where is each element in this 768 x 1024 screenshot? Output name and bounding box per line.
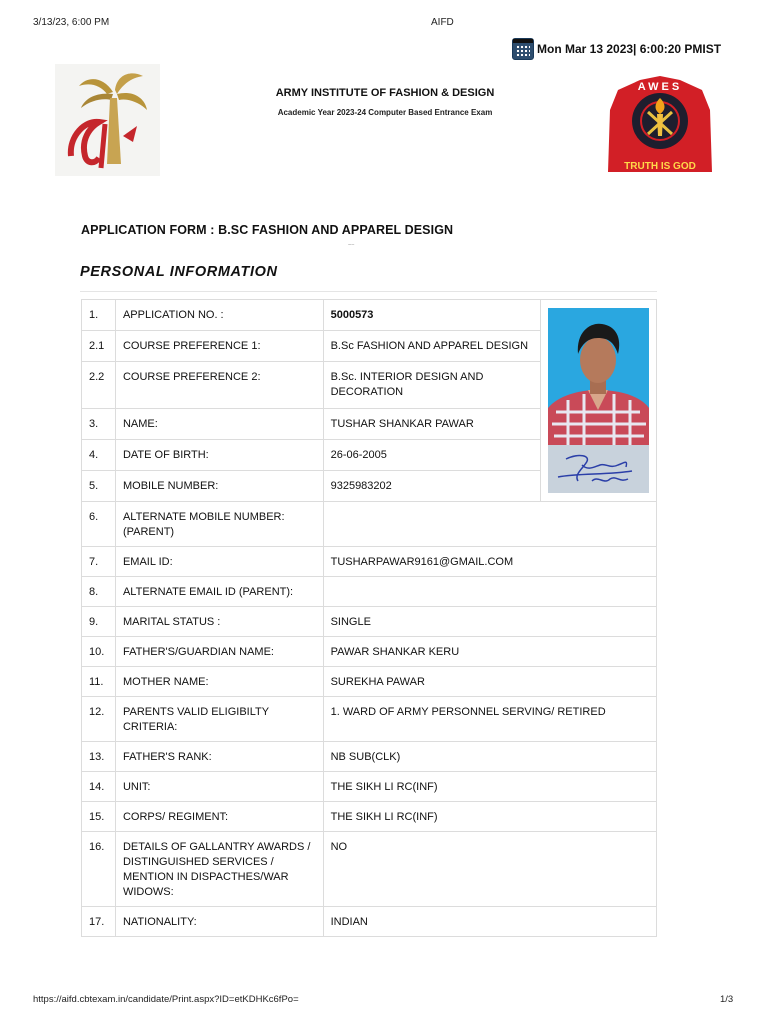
- row-value: TUSHARPAWAR9161@GMAIL.COM: [323, 547, 656, 577]
- row-number: 8.: [82, 577, 116, 607]
- emblem-top-text: AWES: [637, 81, 683, 93]
- row-number: 15.: [82, 802, 116, 832]
- row-value: THE SIKH LI RC(INF): [323, 802, 656, 832]
- row-number: 2.1: [82, 331, 116, 362]
- row-label: NATIONALITY:: [115, 907, 323, 937]
- row-value: B.Sc. INTERIOR DESIGN AND DECORATION: [323, 362, 540, 409]
- row-value: PAWAR SHANKAR KERU: [323, 637, 656, 667]
- row-value: B.Sc FASHION AND APPAREL DESIGN: [323, 331, 540, 362]
- clock-text: Mon Mar 13 2023| 6:00:20 PMIST: [537, 42, 722, 56]
- table-row: [82, 607, 657, 637]
- table-row: [82, 907, 657, 937]
- row-label: NAME:: [115, 408, 323, 439]
- row-label: MARITAL STATUS :: [115, 607, 323, 637]
- table-row: [82, 637, 657, 667]
- row-value: 9325983202: [323, 470, 540, 501]
- row-value: [323, 502, 656, 547]
- print-page-title: AIFD: [431, 17, 454, 28]
- table-row: [82, 742, 657, 772]
- table-row: [82, 300, 657, 331]
- row-value: SUREKHA PAWAR: [323, 667, 656, 697]
- row-label: ALTERNATE EMAIL ID (PARENT):: [115, 577, 323, 607]
- row-value: NO: [323, 832, 656, 907]
- row-label: MOTHER NAME:: [115, 667, 323, 697]
- row-value: NB SUB(CLK): [323, 742, 656, 772]
- row-label: DATE OF BIRTH:: [115, 439, 323, 470]
- row-number: 5.: [82, 470, 116, 501]
- row-value: TUSHAR SHANKAR PAWAR: [323, 408, 540, 439]
- row-label: COURSE PREFERENCE 1:: [115, 331, 323, 362]
- row-number: 17.: [82, 907, 116, 937]
- clock-display: [512, 38, 721, 60]
- row-number: 14.: [82, 772, 116, 802]
- emblem-motto: TRUTH IS GOD: [624, 161, 696, 172]
- print-datetime: 3/13/23, 6:00 PM: [33, 17, 110, 28]
- row-number: 12.: [82, 697, 116, 742]
- row-value: 26-06-2005: [323, 439, 540, 470]
- table-row: [82, 502, 657, 547]
- row-value: [323, 577, 656, 607]
- row-number: 2.2: [82, 362, 116, 409]
- row-label: MOBILE NUMBER:: [115, 470, 323, 501]
- row-number: 4.: [82, 439, 116, 470]
- row-number: 7.: [82, 547, 116, 577]
- row-number: 9.: [82, 607, 116, 637]
- row-number: 16.: [82, 832, 116, 907]
- table-row: [82, 667, 657, 697]
- row-number: 11.: [82, 667, 116, 697]
- row-label: ALTERNATE MOBILE NUMBER: (PARENT): [115, 502, 323, 547]
- row-number: 10.: [82, 637, 116, 667]
- aifd-logo: [55, 64, 160, 176]
- row-label: FATHER'S RANK:: [115, 742, 323, 772]
- row-value: INDIAN: [323, 907, 656, 937]
- row-label: CORPS/ REGIMENT:: [115, 802, 323, 832]
- row-label: FATHER'S/GUARDIAN NAME:: [115, 637, 323, 667]
- footer-page: 1/3: [720, 994, 734, 1005]
- row-label: EMAIL ID:: [115, 547, 323, 577]
- institute-name: ARMY INSTITUTE OF FASHION & DESIGN: [275, 87, 495, 99]
- candidate-photo: [548, 308, 649, 445]
- table-row: [82, 832, 657, 907]
- row-value: 1. WARD OF ARMY PERSONNEL SERVING/ RETIRED: [323, 697, 656, 742]
- table-row: [82, 577, 657, 607]
- section-divider: [80, 291, 657, 292]
- table-row: [82, 547, 657, 577]
- institute-subtitle: Academic Year 2023-24 Computer Based Entrance Exam: [277, 108, 493, 117]
- table-row: [82, 697, 657, 742]
- table-row: [82, 772, 657, 802]
- row-number: 1.: [82, 300, 116, 331]
- footer-url: https://aifd.cbtexam.in/candidate/Print.aspx?ID=etKDHKc6fPo=: [33, 994, 299, 1005]
- section-title: PERSONAL INFORMATION: [80, 264, 278, 280]
- row-label: UNIT:: [115, 772, 323, 802]
- row-number: 6.: [82, 502, 116, 547]
- row-value: SINGLE: [323, 607, 656, 637]
- row-label: PARENTS VALID ELIGIBILTY CRITERIA:: [115, 697, 323, 742]
- table-row: [82, 802, 657, 832]
- row-value: THE SIKH LI RC(INF): [323, 772, 656, 802]
- row-value: 5000573: [323, 300, 540, 331]
- row-number: 3.: [82, 408, 116, 439]
- row-label: COURSE PREFERENCE 2:: [115, 362, 323, 409]
- awes-emblem: [606, 76, 714, 178]
- row-label: APPLICATION NO. :: [115, 300, 323, 331]
- signature-text: Tushar Pawar: [347, 245, 355, 246]
- row-number: 13.: [82, 742, 116, 772]
- form-title: APPLICATION FORM : B.SC FASHION AND APPAREL DESIGN: [81, 223, 454, 237]
- calendar-icon: [512, 38, 534, 60]
- row-label: DETAILS OF GALLANTRY AWARDS / DISTINGUISHED SERVICES / MENTION IN DISPACTHES/WAR WIDOWS:: [115, 832, 323, 907]
